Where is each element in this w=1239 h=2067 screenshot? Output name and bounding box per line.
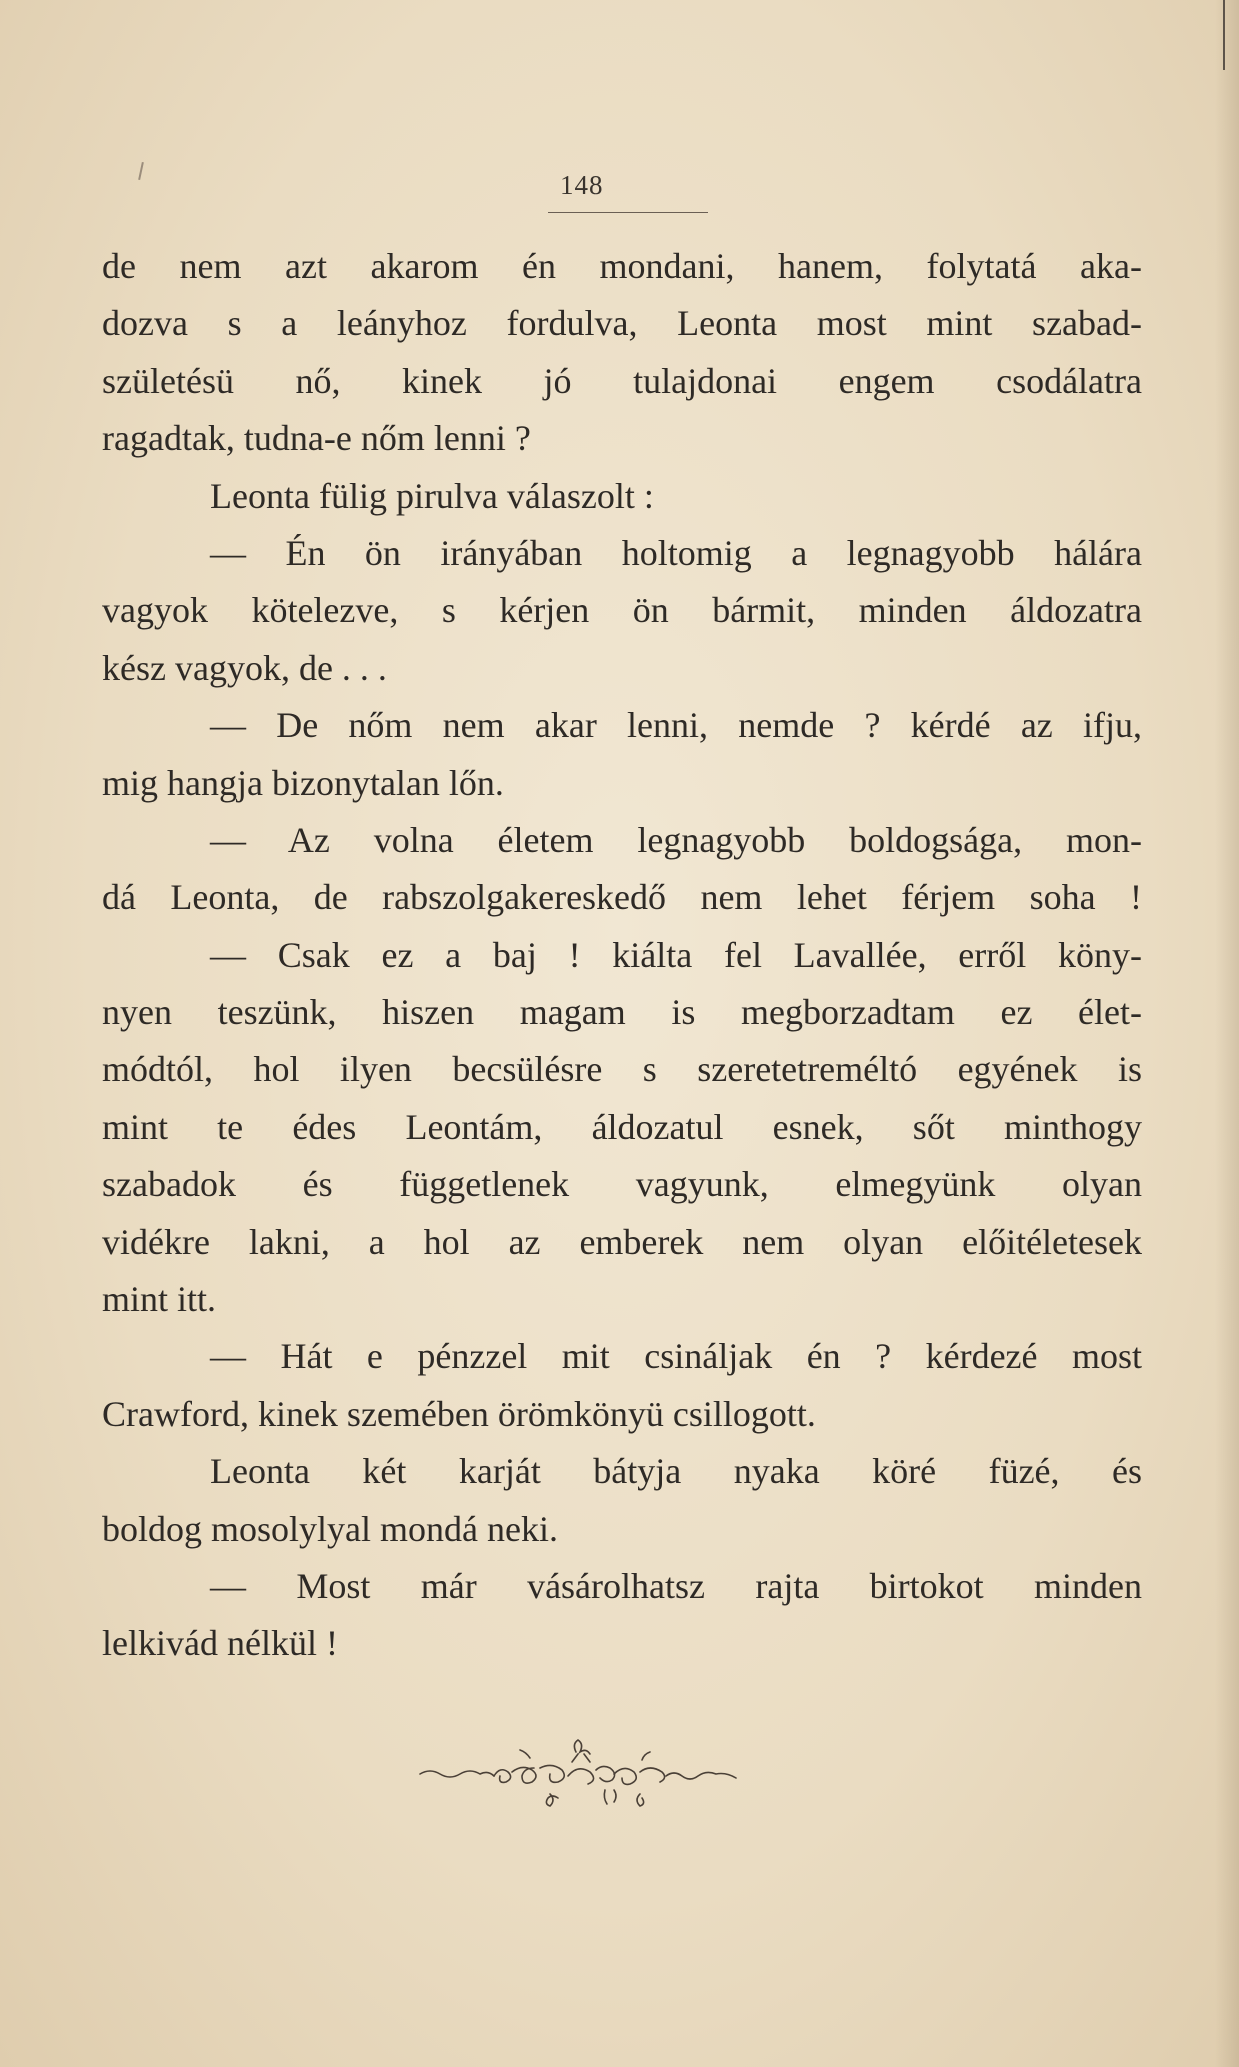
text-line: — Hát e pénzzel mit csináljak én ? kérdezé most: [210, 1336, 1142, 1377]
text-line: — Az volna életem legnagyobb boldogsága, mon-: [210, 819, 1142, 860]
page-edge-shadow: [1215, 0, 1239, 2067]
text-line: dá Leonta, de rabszolgakereskedő nem lehet férjem soha !: [102, 877, 1142, 918]
text-line: nyen teszünk, hiszen magam is megborzadtam ez élet-: [102, 992, 1142, 1033]
ornament-flourish-icon: [400, 1732, 820, 1822]
text-line: — De nőm nem akar lenni, nemde ? kérdé az ifju,: [210, 705, 1142, 746]
header-rule: [548, 212, 708, 213]
text-line: kész vagyok, de . . .: [102, 647, 387, 688]
text-line: de nem azt akarom én mondani, hanem, folytatá aka-: [102, 246, 1142, 286]
text-line: mint itt.: [102, 1279, 217, 1320]
text-line: boldog mosolylyal mondá neki.: [102, 1508, 558, 1549]
text-line: vidékre lakni, a hol az emberek nem olyan előitéletesek: [102, 1221, 1142, 1262]
body-text: [102, 238, 1142, 1673]
text-line: Crawford, kinek szemében örömkönyü csillogott.: [102, 1393, 816, 1434]
text-line: — Most már vásárolhatsz rajta birtokot minden: [210, 1565, 1142, 1606]
text-line: — Csak ez a baj ! kiálta fel Lavallée, erről köny-: [210, 934, 1142, 975]
text-line: szabadok és függetlenek vagyunk, elmegyünk olyan: [102, 1164, 1142, 1205]
text-line: születésü nő, kinek jó tulajdonai engem csodálatra: [102, 360, 1142, 401]
text-line: lelkivád nélkül !: [102, 1623, 338, 1664]
text-line: Leonta fülig pirulva válaszolt :: [210, 475, 654, 516]
text-line: módtól, hol ilyen becsülésre s szeretetreméltó egyének is: [102, 1049, 1142, 1090]
text-line: mig hangja bizonytalan lőn.: [102, 762, 504, 803]
text-line: — Én ön irányában holtomig a legnagyobb hálára: [210, 532, 1142, 573]
margin-mark: [138, 162, 144, 180]
text-line: dozva s a leányhoz fordulva, Leonta most mint szabad-: [102, 303, 1142, 344]
text-line: vagyok kötelezve, s kérjen ön bármit, minden áldozatra: [102, 590, 1142, 631]
text-line: Leonta két karját bátyja nyaka köré füzé, és: [210, 1451, 1142, 1492]
text-line: ragadtak, tudna-e nőm lenni ?: [102, 418, 531, 459]
text-line: mint te édes Leontám, áldozatul esnek, sőt minthogy: [102, 1106, 1142, 1147]
page-edge-line: [1223, 0, 1225, 70]
page-number: 148: [560, 170, 604, 200]
